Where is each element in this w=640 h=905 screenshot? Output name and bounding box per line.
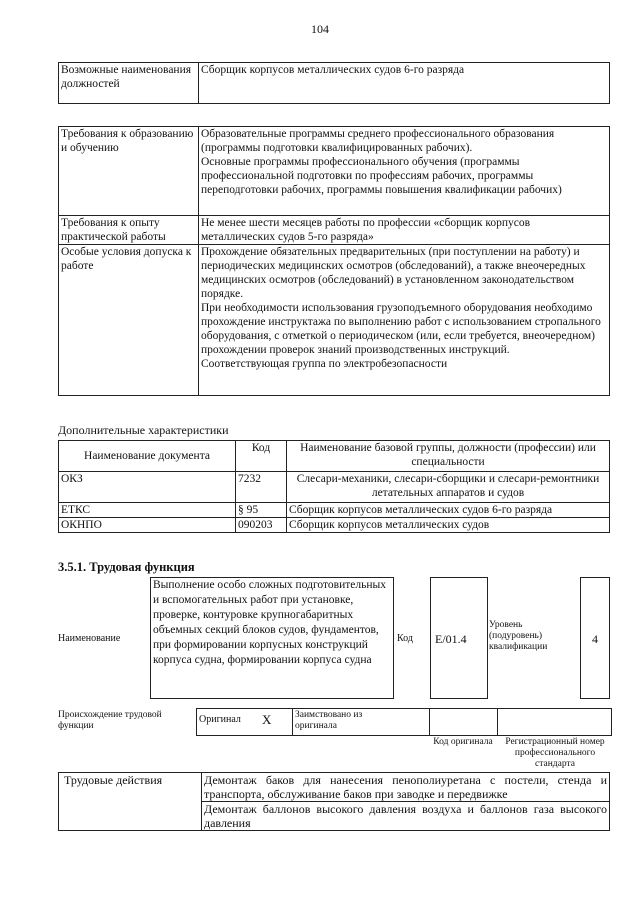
origin-code-caption: Код оригинала (433, 737, 493, 747)
additional-row-name: Сборщик корпусов металлических судов 6-го разряда (287, 503, 610, 518)
function-heading: 3.5.1. Трудовая функция (58, 560, 195, 574)
action-item: Демонтаж баков для нанесения пенополиуретана с постели, стенда и транспорта, обслуживание баков при заводке и передвижке (202, 773, 610, 802)
positions-label: Возможные наименования должностей (59, 63, 199, 104)
special-conditions-label: Особые условия допуска к работе (59, 245, 199, 396)
additional-row-code: 090203 (236, 518, 287, 533)
requirements-table (58, 126, 610, 396)
function-code-label: Код (397, 633, 413, 644)
origin-divider-3 (497, 708, 498, 735)
additional-row-name: Сборщик корпусов металлических судов (287, 518, 610, 533)
additional-row-name: Слесари-механики, слесари-сборщики и слесари-ремонтники летательных аппаратов и судов (287, 472, 610, 503)
additional-row-doc: ОКНПО (59, 518, 236, 533)
origin-label: Происхождение трудовой функции (58, 710, 162, 731)
education-value: Образовательные программы среднего профессионального образования (программы подготовки квалифицированных рабочих). Основные программы профессионального обучения (программы профессиональной подготовки по профессиям рабочих, программы переподготовки рабочих, программы повышения квалификации рабочих) (199, 127, 610, 216)
additional-title: Дополнительные характеристики (58, 423, 229, 437)
action-item: Демонтаж баллонов высокого давления воздуха и баллонов газа высокого давления (202, 802, 610, 831)
actions-label: Трудовые действия (59, 773, 202, 831)
origin-divider-1 (292, 708, 293, 735)
additional-header-doc: Наименование документа (59, 441, 236, 472)
function-level-label: Уровень (подуровень) квалификации (489, 620, 548, 652)
additional-row-doc: ОКЗ (59, 472, 236, 503)
additional-header-name: Наименование базовой группы, должности (профессии) или специальности (287, 441, 610, 472)
function-name-value: Выполнение особо сложных подготовительных и вспомогательных работ при установке, проверке, контуровке крупногабаритных объемных секций блоков судов, фундаментов, при формировании корпусных конструкций корпуса судна, формировании корпуса судна (150, 577, 394, 699)
origin-reg-caption: Регистрационный номер профессионального стандарта (505, 737, 605, 769)
experience-label: Требования к опыту практической работы (59, 216, 199, 245)
actions-table (58, 772, 610, 831)
function-name-label: Наименование (58, 633, 121, 644)
function-level-value: 4 (580, 577, 610, 699)
education-label: Требования к образованию и обучению (59, 127, 199, 216)
page-number: 104 (311, 22, 329, 36)
origin-box (196, 708, 612, 736)
origin-original-label: Оригинал (199, 714, 241, 725)
positions-table (58, 62, 610, 104)
origin-borrowed-label: Заимствовано из оригинала (295, 710, 363, 731)
additional-header-code: Код (236, 441, 287, 472)
additional-row-code: § 95 (236, 503, 287, 518)
additional-row-doc: ЕТКС (59, 503, 236, 518)
experience-value: Не менее шести месяцев работы по профессии «сборщик корпусов металлических судов 5-го разряда» (199, 216, 610, 245)
additional-table (58, 440, 610, 533)
special-conditions-value: Прохождение обязательных предварительных (при поступлении на работу) и периодических медицинских осмотров (обследований), а также внеочередных медицинских осмотров (обследований) в установленном законодательством порядке. При необходимости использования грузоподъемного оборудования необходимо прохождение инструктажа по выполнению работ с использованием стропального оборудования, с отметкой о периодическом (или, если требуется, внеочередном) прохождении проверок знаний производственных инструкций. Соответствующая группа по электробезопасности (199, 245, 610, 396)
function-code-value: E/01.4 (430, 577, 488, 699)
additional-row-code: 7232 (236, 472, 287, 503)
origin-original-mark: X (262, 712, 272, 727)
positions-value: Сборщик корпусов металлических судов 6-го разряда (199, 63, 610, 104)
origin-divider-2 (429, 708, 430, 735)
